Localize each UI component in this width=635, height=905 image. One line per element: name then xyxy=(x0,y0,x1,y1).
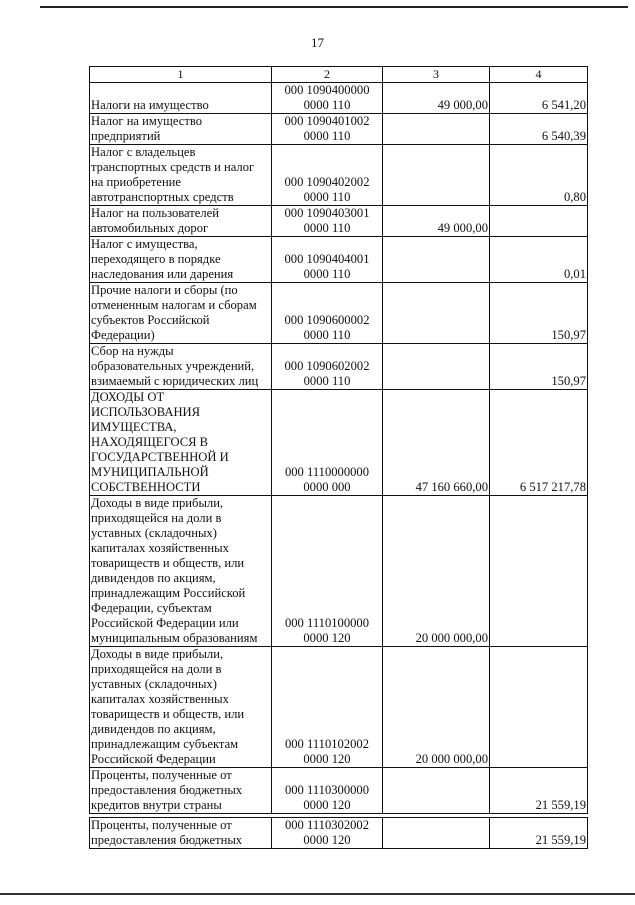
table-row xyxy=(90,237,588,283)
table-row xyxy=(90,206,588,237)
header-col-4: 4 xyxy=(490,67,588,83)
row-plan-cell: 47 160 660,00 xyxy=(383,390,490,496)
row-name-cell: Доходы в виде прибыли, приходящейся на доли в уставных (складочных) капиталах хозяйственных товариществ и обществ, или дивидендов по акциям, принадлежащим субъектам Российской Федерации xyxy=(90,647,272,768)
row-code-cell: 000 1090400000 0000 110 xyxy=(272,83,383,114)
row-plan-cell xyxy=(383,145,490,206)
row-name-cell: Налог на пользователей автомобильных дорог xyxy=(90,206,272,237)
row-plan-cell xyxy=(383,283,490,344)
row-code-cell: 000 1110000000 0000 000 xyxy=(272,390,383,496)
table-row xyxy=(90,83,588,114)
row-code-cell: 000 1090402002 0000 110 xyxy=(272,145,383,206)
row-name-cell: Налог с владельцев транспортных средств и налог на приобретение автотранспортных средств xyxy=(90,145,272,206)
row-code-cell: 000 1110302002 0000 120 xyxy=(272,818,383,849)
row-code-cell: 000 1090600002 0000 110 xyxy=(272,283,383,344)
row-code-cell: 000 1110102002 0000 120 xyxy=(272,647,383,768)
row-name-cell: Прочие налоги и сборы (по отмененным налогам и сборам субъектов Российской Федерации) xyxy=(90,283,272,344)
row-plan-cell xyxy=(383,344,490,390)
table-row xyxy=(90,818,588,849)
table-row xyxy=(90,344,588,390)
row-code-cell: 000 1090602002 0000 110 xyxy=(272,344,383,390)
row-fact-cell: 0,80 xyxy=(490,145,588,206)
row-code-cell: 000 1090404001 0000 110 xyxy=(272,237,383,283)
row-name-cell: Проценты, полученные от предоставления бюджетных кредитов внутри страны xyxy=(90,768,272,814)
row-fact-cell: 6 541,20 xyxy=(490,83,588,114)
row-fact-cell: 6 540,39 xyxy=(490,114,588,145)
table-row xyxy=(90,390,588,496)
row-name-cell: Проценты, полученные от предоставления бюджетных xyxy=(90,818,272,849)
row-fact-cell: 0,01 xyxy=(490,237,588,283)
table-row xyxy=(90,496,588,647)
table-body xyxy=(90,67,588,849)
row-code-cell: 000 1090401002 0000 110 xyxy=(272,114,383,145)
table-row xyxy=(90,283,588,344)
row-name-cell: Налоги на имущество xyxy=(90,83,272,114)
row-plan-cell xyxy=(383,818,490,849)
row-plan-cell xyxy=(383,114,490,145)
row-plan-cell: 49 000,00 xyxy=(383,206,490,237)
table-row xyxy=(90,647,588,768)
revenue-table xyxy=(89,66,588,849)
table-row xyxy=(90,145,588,206)
top-edge-line xyxy=(40,6,628,8)
row-fact-cell: 6 517 217,78 xyxy=(490,390,588,496)
row-name-cell: Доходы в виде прибыли, приходящейся на доли в уставных (складочных) капиталах хозяйственных товариществ и обществ, или дивидендов по акциям, принадлежащим Российской Федерации, субъектам Российской Федерации или муниципальным образованиям xyxy=(90,496,272,647)
row-code-cell: 000 1110300000 0000 120 xyxy=(272,768,383,814)
row-name-cell: Сбор на нужды образовательных учреждений, взимаемый с юридических лиц xyxy=(90,344,272,390)
row-name-cell: Налог на имущество предприятий xyxy=(90,114,272,145)
header-col-3: 3 xyxy=(383,67,490,83)
row-code-cell: 000 1090403001 0000 110 xyxy=(272,206,383,237)
row-fact-cell xyxy=(490,647,588,768)
row-fact-cell: 150,97 xyxy=(490,344,588,390)
row-name-cell: Налог с имущества, переходящего в порядке наследования или дарения xyxy=(90,237,272,283)
row-fact-cell: 150,97 xyxy=(490,283,588,344)
row-fact-cell xyxy=(490,206,588,237)
bottom-edge-line xyxy=(0,893,635,895)
row-code-cell: 000 1110100000 0000 120 xyxy=(272,496,383,647)
row-fact-cell xyxy=(490,496,588,647)
table-row xyxy=(90,114,588,145)
row-plan-cell: 20 000 000,00 xyxy=(383,647,490,768)
header-col-2: 2 xyxy=(272,67,383,83)
row-plan-cell xyxy=(383,237,490,283)
row-fact-cell: 21 559,19 xyxy=(490,818,588,849)
table-header-row xyxy=(90,67,588,83)
row-plan-cell xyxy=(383,768,490,814)
row-fact-cell: 21 559,19 xyxy=(490,768,588,814)
table-row xyxy=(90,768,588,814)
row-plan-cell: 20 000 000,00 xyxy=(383,496,490,647)
page-number: 17 xyxy=(311,35,324,50)
header-col-1: 1 xyxy=(90,67,272,83)
row-name-cell: ДОХОДЫ ОТ ИСПОЛЬЗОВАНИЯ ИМУЩЕСТВА, НАХОДЯЩЕГОСЯ В ГОСУДАРСТВЕННОЙ И МУНИЦИПАЛЬНОЙ СОБСТВЕННОСТИ xyxy=(90,390,272,496)
row-plan-cell: 49 000,00 xyxy=(383,83,490,114)
